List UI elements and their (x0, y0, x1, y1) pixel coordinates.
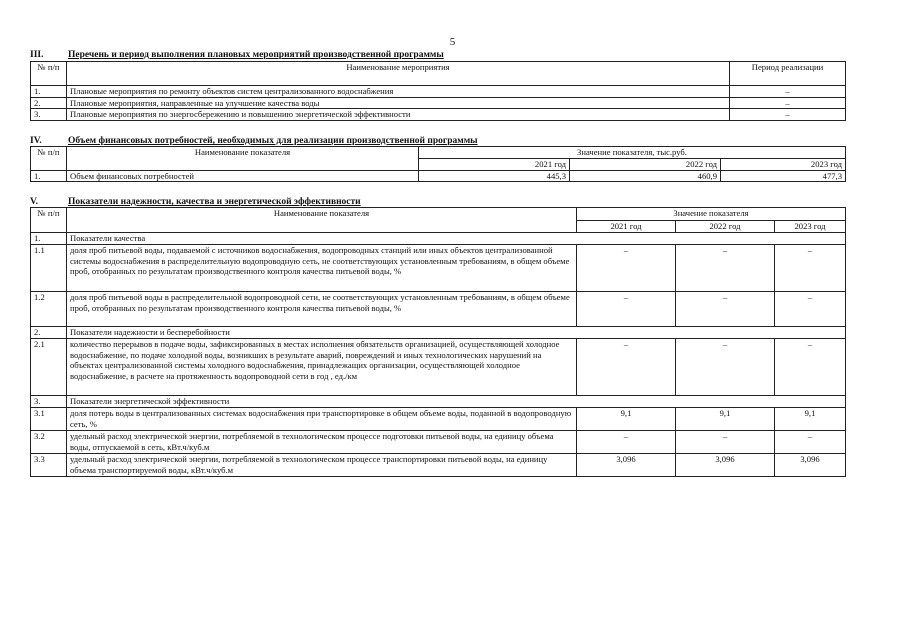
section-5-heading: Показатели надежности, качества и энергетической эффективности (68, 197, 361, 207)
table-row (31, 109, 846, 121)
row-no: 3.3 (31, 454, 67, 477)
row-no: 2. (31, 97, 67, 109)
header-2022: 2022 год (676, 221, 775, 233)
table-row (31, 97, 846, 109)
value-2022: – (676, 245, 775, 292)
header-name: Наименование мероприятия (67, 62, 730, 86)
header-2021: 2021 год (419, 159, 570, 171)
table-row (31, 292, 846, 327)
table-row (31, 170, 846, 182)
table-row (31, 86, 846, 98)
header-2023: 2023 год (721, 159, 846, 171)
value-2022: – (676, 431, 775, 454)
section-4-title (30, 136, 478, 146)
header-no: № п/п (31, 208, 67, 233)
section-5-table (30, 207, 846, 477)
row-no: 1.2 (31, 292, 67, 327)
row-name: удельный расход электрической энергии, потребляемой в технологическом процессе подготовки питьевой воды, на единицу объема воды, отпускаемой в сеть, кВт.ч/куб.м (67, 431, 577, 454)
value-2023: – (775, 245, 846, 292)
section-5-title (30, 197, 361, 207)
section-3-header-row (31, 62, 846, 86)
table-row (31, 339, 846, 396)
row-no: 2. (31, 327, 67, 339)
table-row (31, 245, 846, 292)
table-row (31, 454, 846, 477)
value-2021: – (577, 245, 676, 292)
value-2021: 3,096 (577, 454, 676, 477)
value-2023: – (775, 431, 846, 454)
row-name: доля проб питьевой воды, подаваемой с источников водоснабжения, водопроводных станций или иных объектов централизованной системы водоснабжения в распределительную водопроводную сеть, не соответствующих установленным требованиям, в общем объеме проб, отобранных по результатам производственного контроля качества питьевой воды, % (67, 245, 577, 292)
section-4-number: IV. (30, 136, 42, 146)
table-row-group (31, 327, 846, 339)
row-name: Плановые мероприятия по ремонту объектов систем централизованного водоснабжения (67, 86, 730, 98)
value-2021: 9,1 (577, 408, 676, 431)
row-name: доля потерь воды в централизованных системах водоснабжения при транспортировке в общем объеме воды, поданной в водопроводную сеть, % (67, 408, 577, 431)
row-no: 3. (31, 396, 67, 408)
value-2022: 9,1 (676, 408, 775, 431)
row-name: доля проб питьевой воды в распределительной водопроводной сети, не соответствующих установленным требованиям, в общем объеме проб, отобранных по результатам производственного контроля качества питьевой воды, % (67, 292, 577, 327)
table-row (31, 431, 846, 454)
value-2023: 3,096 (775, 454, 846, 477)
table-row-group (31, 233, 846, 245)
value-2023: – (775, 292, 846, 327)
value-2023: 9,1 (775, 408, 846, 431)
row-no: 3.2 (31, 431, 67, 454)
header-2021: 2021 год (577, 221, 676, 233)
row-name: количество перерывов в подаче воды, зафиксированных в местах исполнения обязательств организацией, осуществляющей холодное водоснабжение, по подаче холодной воды, возникших в результате аварий, повреждений и иных технологических нарушений на объектах централизованной системы холодного водоснабжения, принадлежащих организации, осуществляющей холодное водоснабжение, в расчете на протяженность водопроводной сети в год , ед./км (67, 339, 577, 396)
header-name: Наименование показателя (67, 147, 419, 171)
row-name: Показатели надежности и бесперебойности (67, 327, 846, 339)
table-row (31, 408, 846, 431)
section-4-table (30, 146, 846, 182)
row-name: Объем финансовых потребностей (67, 170, 419, 182)
section-4-header-row (31, 147, 846, 159)
value-2023: – (775, 339, 846, 396)
section-3-table (30, 61, 846, 121)
row-name: Плановые мероприятия по энергосбережению и повышению энергетической эффективности (67, 109, 730, 121)
value-2023: 477,3 (721, 170, 846, 182)
value-2021: – (577, 431, 676, 454)
header-no: № п/п (31, 147, 67, 171)
header-value: Значение показателя (577, 208, 846, 221)
header-2023: 2023 год (775, 221, 846, 233)
value-2022: 460,9 (570, 170, 721, 182)
table-row-group (31, 396, 846, 408)
value-2021: – (577, 339, 676, 396)
page-number: 5 (449, 36, 456, 48)
row-no: 1. (31, 233, 67, 245)
section-5-header-row (31, 208, 846, 221)
row-name: Показатели энергетической эффективности (67, 396, 846, 408)
row-period: – (730, 109, 846, 121)
header-no: № п/п (31, 62, 67, 86)
value-2022: – (676, 292, 775, 327)
section-5-number: V. (30, 197, 39, 207)
row-name: удельный расход электрической энергии, потребляемой в технологическом процессе транспортировки питьевой воды, на единицу объема транспортируемой воды, кВт.ч/куб.м (67, 454, 577, 477)
value-2021: 445,3 (419, 170, 570, 182)
row-period: – (730, 86, 846, 98)
section-4-heading: Объем финансовых потребностей, необходимых для реализации производственной программы (68, 136, 478, 146)
header-period: Период реализации (730, 62, 846, 86)
row-no: 2.1 (31, 339, 67, 396)
section-3-heading: Перечень и период выполнения плановых мероприятий производственной программы (68, 50, 444, 60)
row-no: 1. (31, 86, 67, 98)
value-2022: 3,096 (676, 454, 775, 477)
value-2022: – (676, 339, 775, 396)
row-name: Плановые мероприятия, направленные на улучшение качества воды (67, 97, 730, 109)
row-period: – (730, 97, 846, 109)
section-3-number: III. (30, 50, 44, 60)
row-name: Показатели качества (67, 233, 846, 245)
section-3-title (30, 50, 444, 60)
header-2022: 2022 год (570, 159, 721, 171)
header-name: Наименование показателя (67, 208, 577, 233)
row-no: 1.1 (31, 245, 67, 292)
header-value: Значение показателя, тыс.руб. (419, 147, 846, 159)
row-no: 3. (31, 109, 67, 121)
row-no: 3.1 (31, 408, 67, 431)
row-no: 1. (31, 170, 67, 182)
value-2021: – (577, 292, 676, 327)
